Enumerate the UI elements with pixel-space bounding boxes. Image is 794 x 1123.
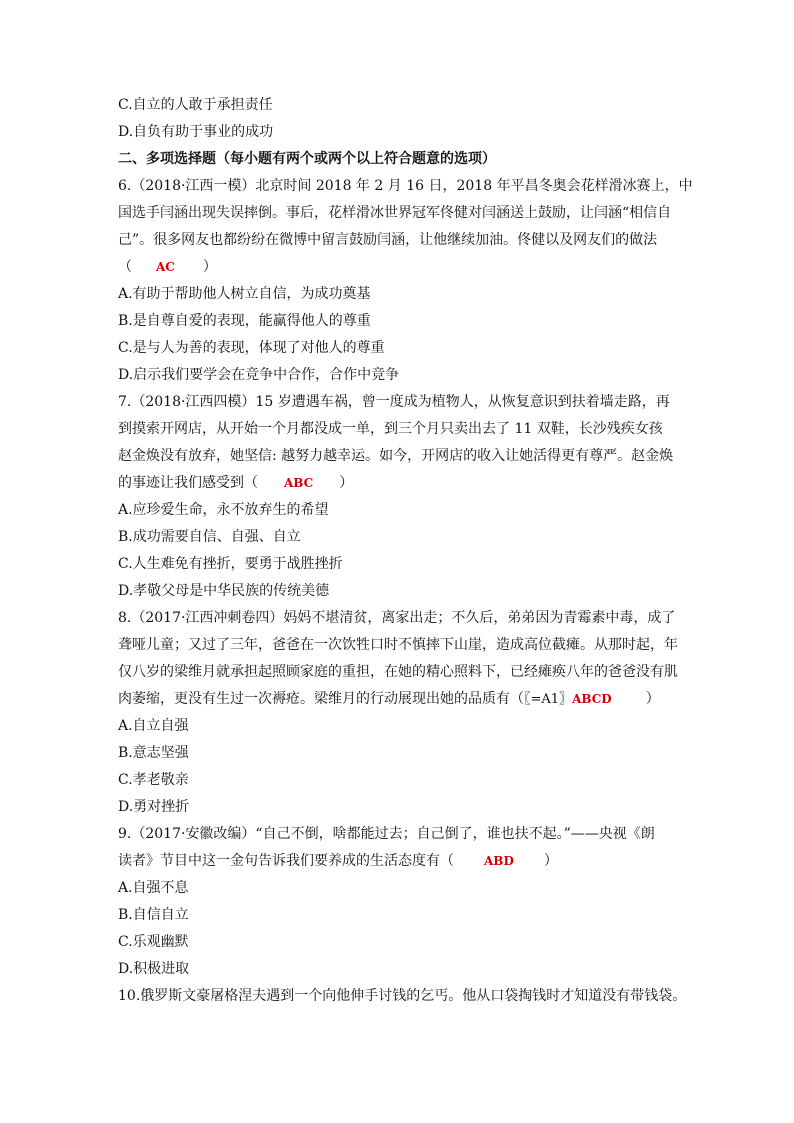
q8-line-3: 仅八岁的梁维月就承担起照顾家庭的重担，在她的精心照料下，已经瘫痪八年的爸爸没有肌	[118, 664, 678, 680]
q6-line-2: 国选手闫涵出现失误摔倒。事后，花样滑冰世界冠军佟健对闫涵送上鼓励，让闫涵“相信自	[118, 205, 672, 221]
q9-answer: ABD	[484, 854, 514, 868]
q8-line-2: 聋哑儿童；又过了三年，爸爸在一次饮牲口时不慎摔下山崖，造成高位截瘫。从那时起，年	[118, 637, 678, 653]
q6-open-paren: （	[118, 259, 132, 275]
q9-option-d: D.积极进取	[118, 961, 190, 977]
section-heading: 二、多项选择题（每小题有两个或两个以上符合题意的选项）	[118, 151, 496, 167]
q7-answer: ABC	[284, 476, 314, 490]
q7-option-b: B.成功需要自信、自强、自立	[118, 529, 301, 545]
q7-line-2: 到摸索开网店，从开始一个月都没成一单，到三个月只卖出去了 11 双鞋，长沙残疾女孩	[118, 421, 663, 437]
q9-close-paren: ）	[543, 853, 558, 869]
q9-option-a: A.自强不息	[118, 880, 189, 896]
q6-option-d: D.启示我们要学会在竞争中合作，合作中竞争	[118, 367, 400, 383]
q9-option-c: C.乐观幽默	[118, 934, 189, 950]
q6-option-b: B.是自尊自爱的表现，能赢得他人的尊重	[118, 313, 371, 329]
q9-stem-end: 读者》节目中这一金句告诉我们要养成的生活态度有（	[118, 853, 454, 869]
q6-line-1: 6.（2018·江西一模）北京时间 2018 年 2 月 16 日，2018 年平昌冬奥会花样滑冰赛上，中	[118, 178, 693, 194]
q8-stem-end: 肉萎缩，更没有生过一次褥疮。梁维月的行动展现出她的品质有（	[118, 691, 524, 707]
q6-answer-line	[118, 254, 678, 281]
q6-option-a: A.有助于帮助他人树立自信，为成功奠基	[118, 286, 371, 302]
q8-line-1: 8.（2017·江西冲刺卷四）妈妈不堪清贫，离家出走；不久后，弟弟因为青霉素中毒，成了	[118, 610, 676, 626]
q8-answer: ABCD	[572, 692, 612, 706]
q8-option-c: C.孝老敬亲	[118, 772, 189, 788]
q6-option-c: C.是与人为善的表现，体现了对他人的尊重	[118, 340, 385, 356]
q6-close-paren: ）	[202, 259, 217, 275]
q8-tag: 〖=A1〗	[524, 692, 573, 707]
q7-stem-end: 的事迹让我们感受到（	[118, 475, 258, 491]
q7-option-d: D.孝敬父母是中华民族的传统美德	[118, 583, 330, 599]
q8-close-paren: ）	[645, 691, 660, 707]
q9-line-2	[118, 848, 678, 875]
document-page	[118, 92, 693, 1010]
q6-line-3: 己”。很多网友也都纷纷在微博中留言鼓励闫涵，让他继续加油。佟健以及网友们的做法	[118, 232, 658, 248]
q9-option-b: B.自信自立	[118, 907, 189, 923]
q8-option-a: A.自立自强	[118, 718, 189, 734]
q9-line-1: 9.（2017·安徽改编）“自己不倒，啥都能过去；自己倒了，谁也扶不起。”——央视《朗	[118, 826, 655, 842]
option-d-q5: D.自负有助于事业的成功	[118, 124, 274, 140]
q8-option-b: B.意志坚强	[118, 745, 189, 761]
q7-close-paren: ）	[339, 475, 354, 491]
q7-line-3: 赵金焕没有放弃，她坚信: 越努力越幸运。如今，开网店的收入让她活得更有尊严。赵金焕	[118, 448, 674, 464]
q8-option-d: D.勇对挫折	[118, 799, 190, 815]
q7-option-a: A.应珍爱生命，永不放弃生的希望	[118, 502, 329, 518]
q8-line-4	[118, 686, 678, 713]
q10-line-1: 10.俄罗斯文豪屠格涅夫遇到一个向他伸手讨钱的乞丐。他从口袋掏钱时才知道没有带钱袋。	[118, 988, 687, 1004]
q7-line-1: 7.（2018·江西四模）15 岁遭遇车祸，曾一度成为植物人，从恢复意识到扶着墙走路，再	[118, 394, 670, 410]
q7-line-4	[118, 470, 678, 497]
q7-option-c: C.人生难免有挫折，要勇于战胜挫折	[118, 556, 343, 572]
q6-answer: AC	[156, 260, 175, 274]
option-c-q5: C.自立的人敢于承担责任	[118, 97, 273, 113]
